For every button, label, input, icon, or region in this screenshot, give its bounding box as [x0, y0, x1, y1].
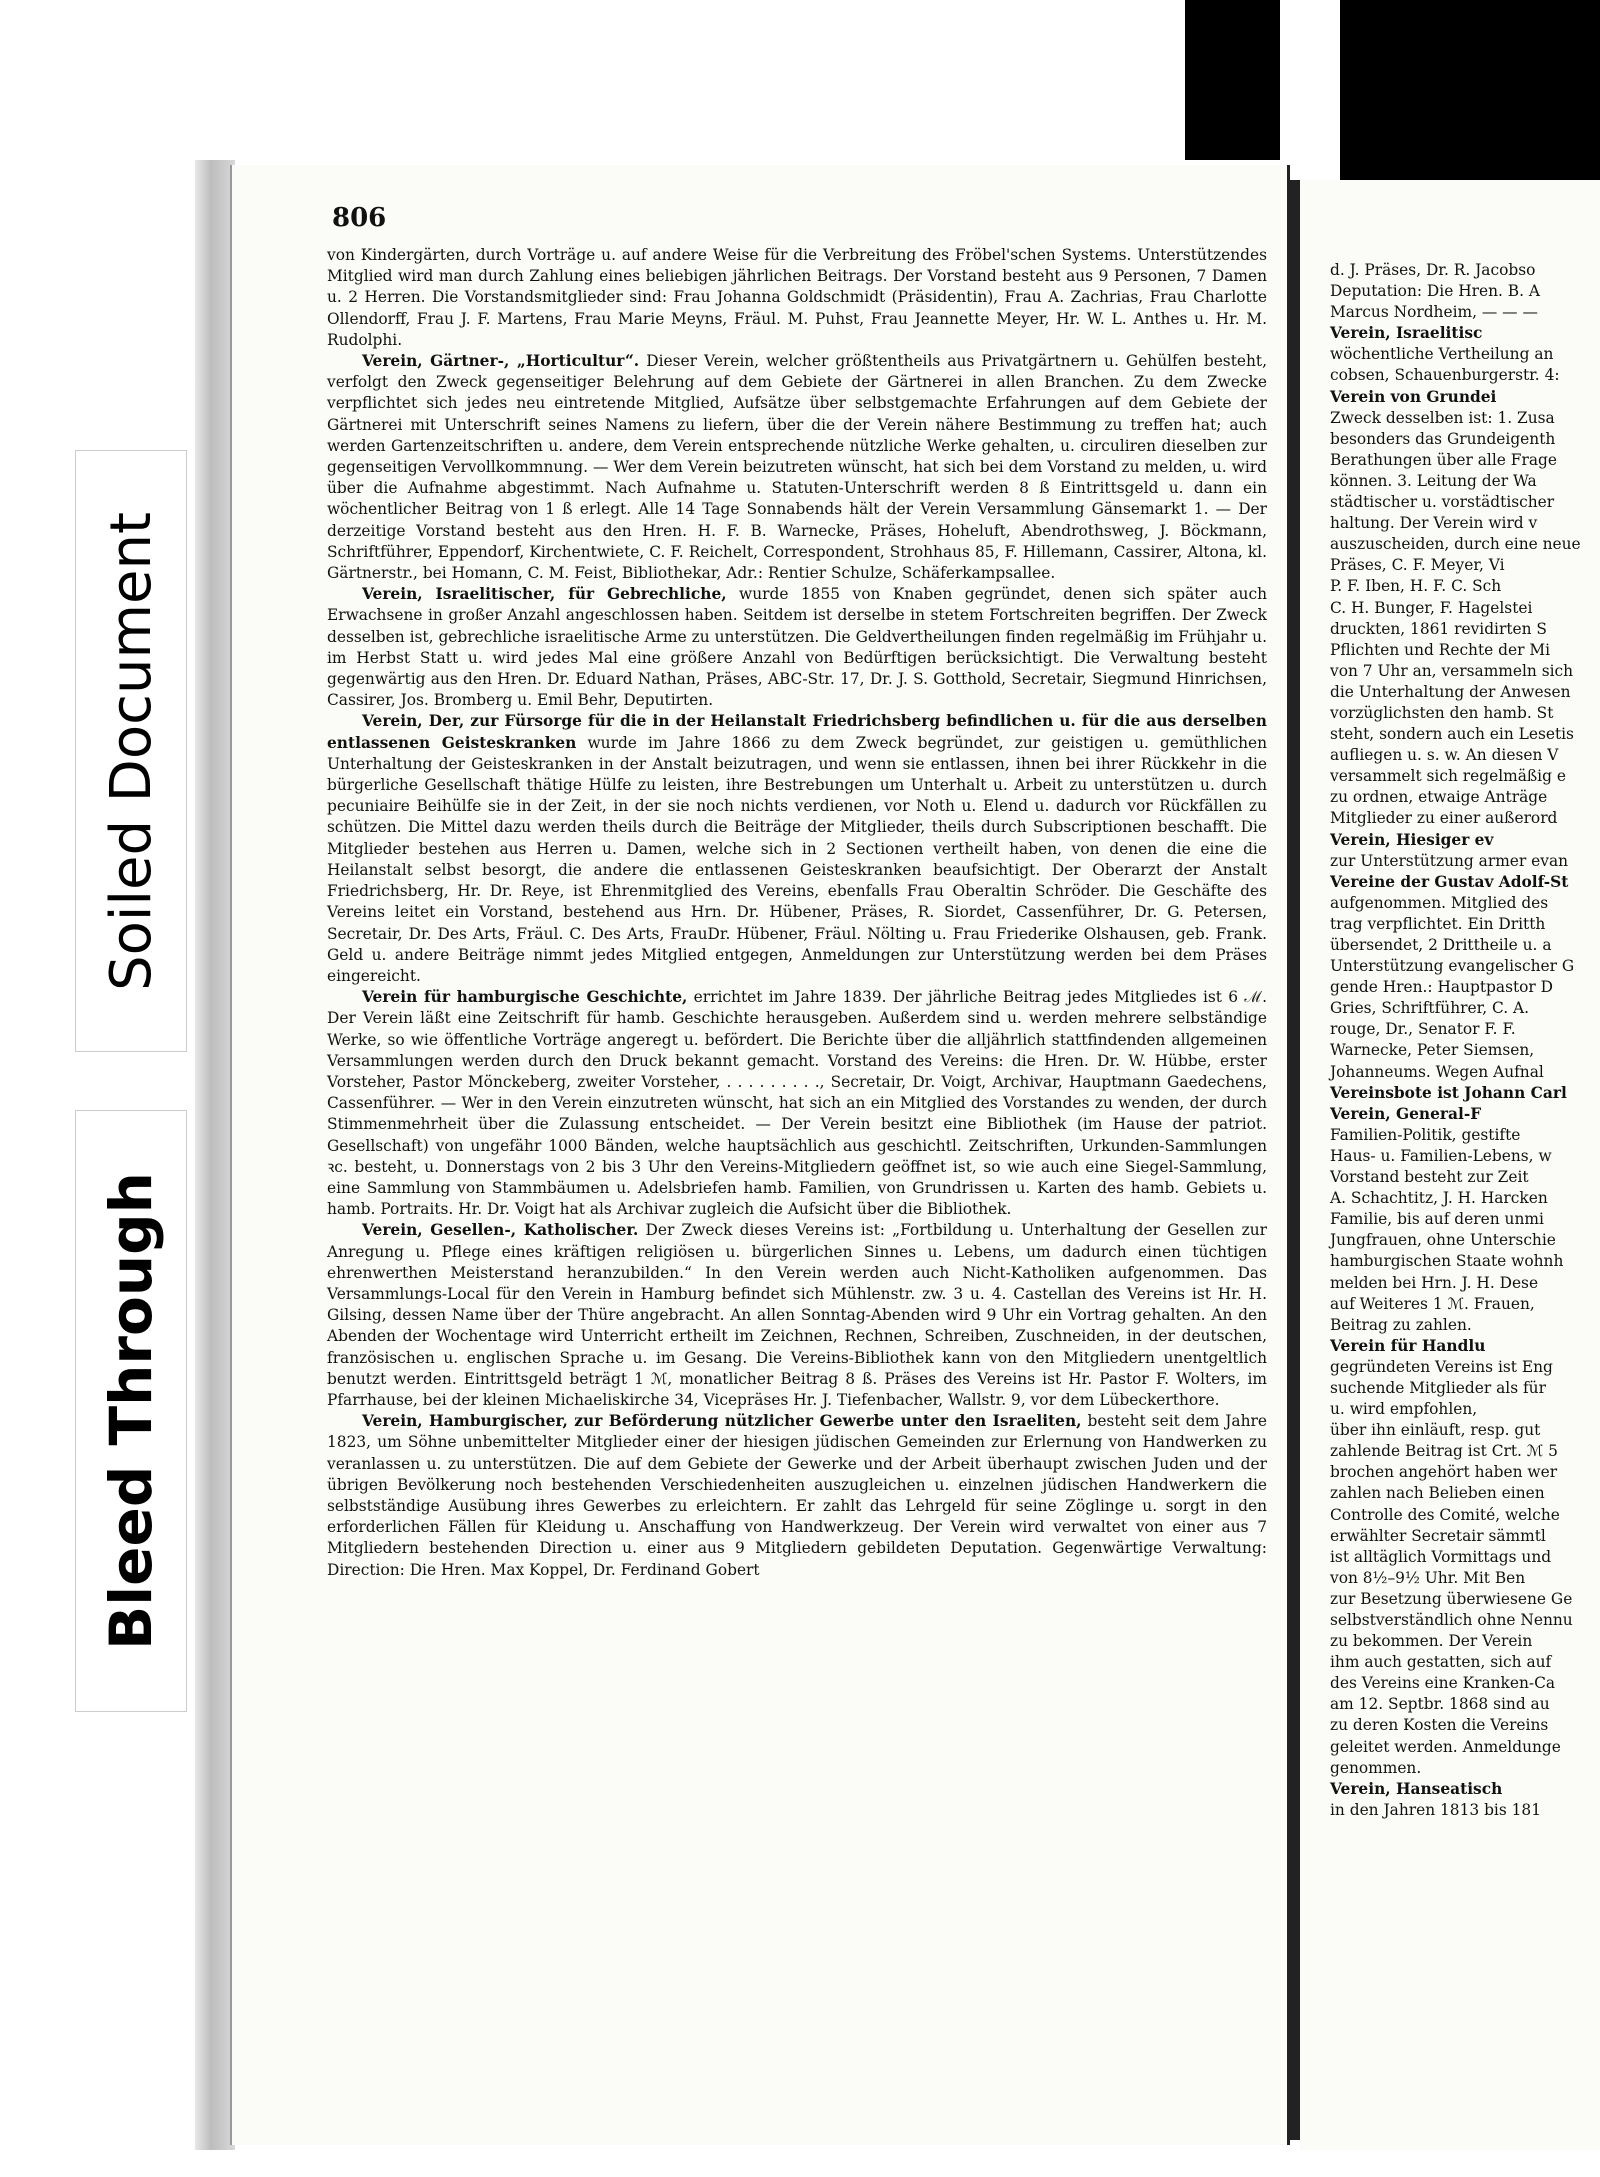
right-column-line: Vereinsbote ist Johann Carl: [1330, 1083, 1567, 1102]
right-column-line: des Vereins eine Kranken-Ca: [1330, 1674, 1556, 1693]
page-edge-shadow: [195, 160, 235, 2150]
right-column-line: ist alltäglich Vormittags und: [1330, 1547, 1552, 1566]
right-column-line: auszuscheiden, durch eine neue: [1330, 535, 1581, 554]
right-column-line: Verein, General-F: [1330, 1104, 1482, 1123]
black-margin-bar: [1185, 0, 1280, 160]
right-column-line: genommen.: [1330, 1758, 1422, 1777]
right-text-column: [1330, 260, 1600, 1821]
right-column-line: zahlen nach Belieben einen: [1330, 1484, 1545, 1503]
main-text-column: [327, 245, 1267, 1581]
right-column-line: P. F. Iben, H. F. C. Sch: [1330, 577, 1502, 596]
right-column-line: Controlle des Comité, welche: [1330, 1505, 1560, 1524]
right-column-line: Verein, Israelitisc: [1330, 324, 1483, 343]
right-column-line: hamburgischen Staate wohnh: [1330, 1252, 1564, 1271]
right-column-line: am 12. Septbr. 1868 sind au: [1330, 1695, 1550, 1714]
right-column-line: haltung. Der Verein wird v: [1330, 514, 1538, 533]
right-column-line: gegründeten Vereins ist Eng: [1330, 1357, 1553, 1376]
right-column-line: Verein, Hiesiger ev: [1330, 830, 1494, 849]
right-column-line: d. J. Präses, Dr. R. Jacobso: [1330, 261, 1536, 279]
right-column-line: selbstverständlich ohne Nennu: [1330, 1611, 1573, 1629]
right-column-line: Beitrag zu zahlen.: [1330, 1315, 1472, 1334]
right-column-line: Deputation: Die Hren. B. A: [1330, 282, 1540, 301]
entry-title: Verein, Gesellen-, Katholischer.: [362, 1221, 639, 1240]
left-page: [230, 165, 1290, 2145]
entry-title: Verein, Gärtner-, „Horticultur“.: [362, 352, 640, 371]
right-column-line: steht, sondern auch ein Lesetis: [1330, 725, 1574, 744]
page-number: 806: [332, 203, 387, 233]
entry-israelitischer-gebrechliche: Verein, Israelitischer, für Gebrechliche, wurde 1855 von Knaben gegründet, denen sich später auch Erwachsene in großer Anzahl angeschlossen haben. Seitdem ist derselbe in stetem Fortschreiten begriffen. Der Zweck desselben ist, gebrechliche israelitische Arme zu unterstützen. Die Geldvertheilungen finden regelmäßig im Frühjahr u. im Herbst Statt u. wird jedes Mal eine größere Anzahl von Bedürftigen berücksichtigt. Die Verwaltung besteht gegenwärtig aus den Hren. Dr. Eduard Nathan, Präses, ABC-Str. 17, Dr. J. S. Gotthold, Secretair, Siegmund Hinrichsen, Cassirer, Jos. Bromberg u. Emil Behr, Deputirten.: [327, 585, 1268, 710]
right-column-line: Unterstützung evangelischer G: [1330, 957, 1575, 976]
right-column-line: Marcus Nordheim, — — —: [1330, 303, 1538, 322]
right-column-line: Familie, bis auf deren unmi: [1330, 1210, 1544, 1229]
right-column-line: vorzüglichsten den hamb. St: [1330, 703, 1554, 722]
right-column-line: erwählter Secretair sämmtl: [1330, 1526, 1546, 1545]
right-column-line: C. H. Bunger, F. Hagelstei: [1330, 598, 1533, 617]
condition-labels: [55, 430, 205, 1730]
right-column-line: Verein für Handlu: [1330, 1336, 1486, 1355]
right-column-line: Mitglieder zu einer außerord: [1330, 809, 1558, 828]
right-column-line: Familien-Politik, gestifte: [1330, 1125, 1521, 1144]
right-column-line: cobsen, Schauenburgerstr. 4:: [1330, 366, 1560, 385]
right-column-line: Haus- u. Familien-Lebens, w: [1330, 1146, 1552, 1165]
right-page-partial: [1300, 180, 1600, 2150]
right-column-line: Vorstand besteht zur Zeit: [1330, 1168, 1529, 1187]
right-column-line: in den Jahren 1813 bis 181: [1330, 1800, 1542, 1819]
right-column-line: geleitet werden. Anmeldunge: [1330, 1737, 1561, 1756]
entry-title: Verein, Hamburgischer, zur Beförderung nützlicher Gewerbe unter den Israeliten,: [362, 1412, 1082, 1431]
entry-horticultur: Verein, Gärtner-, „Horticultur“. Dieser Verein, welcher größtentheils aus Privatgärtnern u. Gehülfen besteht, verfolgt den Zweck gegenseitiger Belehrung auf dem Gebiete der Gärtnerei in allen Branchen. Zu dem Zwecke verpflichtet sich jedes neu eintretende Mitglied, Aufsätze über selbstgemachte Erfahrungen auf dem Gebiete der Gärtnerei mit Unterschrift seines Namens zu liefern, über die der Verein nähere Bestimmung zu treffen hat; auch werden Gartenzeitschriften u. andere, dem Verein entsprechende nützliche Werke gehalten, u. circuliren dieselben zur gegenseitigen Vervollkommnung. — Wer dem Verein beizutreten wünscht, hat sich bei dem Vorstand zu melden, u. wird über die Aufnahme abgestimmt. Nach Aufnahme u. Statuten-Unterschrift werden 8 ß Eintrittsgeld u. dann ein wöchentlicher Beitrag von 1 ß erlegt. Alle 14 Tage Sonnabends hält der Verein Versammlung Gänsemarkt 1. — Der derzeitige Vorstand besteht aus den Hren. H. F. B. Warnecke, Präses, Hoheluft, Abendrothsweg, J. Böckmann, Schriftführer, Eppendorf, Kirchentwiete, C. F. Reichelt, Correspondent, Strohhaus 85, F. Hillemann, Cassirer, Altona, kl. Gärtnerstr., bei Homann, C. M. Feist, Bibliothekar, Adr.: Rentier Schulze, Schäferkampsallee.: [327, 352, 1267, 583]
right-column-line: aufgenommen. Mitglied des: [1330, 893, 1549, 912]
right-column-line: übersendet, 2 Drittheile u. a: [1330, 936, 1552, 954]
paragraph-intro: von Kindergärten, durch Vorträge u. auf andere Weise für die Verbreitung des Fröbel'schen Systems. Unterstützendes Mitglied wird man durch Zahlung eines beliebigen jährlichen Beitrags. Der Vorstand besteht aus 9 Personen, 7 Damen u. 2 Herren. Die Vorstandsmitglieder sind: Frau Johanna Goldschmidt (Präsidentin), Frau A. Zachrias, Frau Charlotte Ollendorff, Frau J. F. Martens, Frau Marie Meyns, Fräul. M. Puhst, Frau Jeannette Meyer, Hr. W. L. Anthes u. Hr. M. Rudolphi.: [327, 246, 1267, 349]
right-column-line: besonders das Grundeigenth: [1330, 429, 1556, 448]
right-column-line: melden bei Hrn. J. H. Dese: [1330, 1273, 1539, 1292]
entry-fuersorge-geisteskranke: Verein, Der, zur Fürsorge für die in der Heilanstalt Friedrichsberg befindlichen u. für die aus derselben entlassenen Geisteskranken wurde im Jahre 1866 zu dem Zweck begründet, zur geistigen u. gemüthlichen Unterhaltung der Geisteskranken in der Anstalt beizutragen, und wenn sie entlassen, ihnen bei ihrer Rückkehr in die bürgerliche Gesellschaft thätige Hülfe zu leisten, ihre Bestrebungen um Unterhalt u. Arbeit zu unterstützen u. durch pecuniaire Beihülfe sie in der Zeit, in der sie noch nichts verdienen, vor Noth u. Elend u. dadurch vor Rückfällen zu schützen. Die Mittel dazu werden theils durch die Beiträge der Mitglieder, theils durch Subscriptionen beschafft. Die Mitglieder bestehen aus Herren u. Damen, welche sich in 2 Sectionen vertheilt haben, von denen die eine die Heilanstalt selbst besorgt, die andere die entlassenen Geisteskranken beaufsichtigt. Der Oberarzt der Anstalt Friedrichsberg, Hr. Dr. Reye, ist Ehrenmitglied des Vereins, ebenfalls Frau Oberaltin Schröder. Die Geschäfte des Vereins leitet ein Vorstand, bestehend aus Hrn. Dr. Hübener, Präses, R. Siordet, Cassenführer, Dr. G. Petersen, Secretair, Dr. Des Arts, Fräul. C. Des Arts, FrauDr. Hübener, Fräul. Nölting u. Frau Friederike Olshausen, geb. Frank. Geld u. andere Beiträge nimmt jedes Mitglied entgegen, Anmeldungen zur Unterstützung werden bei dem Präses eingereicht.: [327, 712, 1268, 985]
right-column-line: die Unterhaltung der Anwesen: [1330, 682, 1571, 701]
right-column-line: suchende Mitglieder als für: [1330, 1378, 1546, 1397]
entry-title: Verein, Der, zur Fürsorge für die in der Heilanstalt Friedrichsberg befindlichen u. für die aus derselben entlassenen Geisteskranken: [327, 712, 1267, 752]
right-column-line: Zweck desselben ist: 1. Zusa: [1330, 408, 1555, 427]
right-column-line: A. Schachtitz, J. H. Harcken: [1330, 1189, 1548, 1208]
right-column-line: druckten, 1861 revidirten S: [1330, 619, 1547, 638]
right-column-line: zur Besetzung überwiesene Ge: [1330, 1589, 1573, 1608]
right-column-line: auf Weiteres 1 ℳ. Frauen,: [1330, 1294, 1535, 1313]
right-column-line: wöchentliche Vertheilung an: [1330, 345, 1554, 364]
right-column-line: rouge, Dr., Senator F. F.: [1330, 1020, 1516, 1039]
right-column-line: städtischer u. vorstädtischer: [1330, 493, 1555, 512]
right-column-line: Verein, Hanseatisch: [1330, 1779, 1503, 1798]
right-column-line: Vereine der Gustav Adolf-St: [1330, 872, 1569, 891]
right-column-line: zu ordnen, etwaige Anträge: [1330, 788, 1548, 807]
right-column-line: Jungfrauen, ohne Unterschie: [1330, 1231, 1556, 1250]
entry-gewerbe-israeliten: Verein, Hamburgischer, zur Beförderung nützlicher Gewerbe unter den Israeliten, besteht seit dem Jahre 1823, um Söhne unbemittelter Mitglieder einer der hiesigen jüdischen Gemeinden zur Erlernung von Handwerken zu veranlassen u. zu unterstützen. Die auf dem Gebiete der Gewerke und der Arbeit überhaupt zwischen Juden und der übrigen Bevölkerung noch bestehenden Verschiedenheiten auszugleichen u. einzelnen jüdischen Handwerkern die selbstständige Ausübung ihres Gewerbes zu erleichtern. Er zahlt das Lehrgeld für seine Zöglinge u. sorgt in den erforderlichen Fällen für Kleidung u. Anschaffung von Handwerkzeug. Der Verein wird verwaltet von einer aus 7 Mitgliedern bestehenden Direction u. einer aus 9 Mitgliedern gebildeten Deputation. Gegenwärtige Verwaltung: Direction: Die Hren. Max Koppel, Dr. Ferdinand Gobert: [327, 1412, 1267, 1579]
right-column-line: gende Hren.: Hauptpastor D: [1330, 978, 1554, 997]
right-column-line: Berathungen über alle Frage: [1330, 450, 1557, 469]
right-column-line: zahlende Beitrag ist Crt. ℳ 5: [1330, 1442, 1558, 1461]
book-gutter: [1288, 180, 1300, 2140]
right-column-line: Pflichten und Rechte der Mi: [1330, 640, 1551, 659]
right-column-line: zu bekommen. Der Verein: [1330, 1632, 1533, 1651]
right-column-line: Johanneums. Wegen Aufnal: [1330, 1062, 1544, 1081]
entry-title: Verein, Israelitischer, für Gebrechliche,: [362, 585, 727, 604]
right-column-line: von 8½–9½ Uhr. Mit Ben: [1330, 1568, 1526, 1587]
soiled-document-label: Soiled Document: [75, 450, 187, 1052]
right-column-line: Präses, C. F. Meyer, Vi: [1330, 556, 1505, 575]
right-column-line: brochen angehört haben wer: [1330, 1463, 1558, 1482]
bleed-through-label: Bleed Through: [75, 1110, 187, 1712]
right-column-line: versammelt sich regelmäßig e: [1330, 767, 1566, 786]
right-column-line: von 7 Uhr an, versammeln sich: [1330, 661, 1574, 680]
right-column-line: zur Unterstützung armer evan: [1330, 851, 1569, 870]
right-column-line: zu deren Kosten die Vereins: [1330, 1716, 1549, 1735]
right-column-line: über ihn einläuft, resp. gut: [1330, 1421, 1541, 1440]
right-column-line: trag verpflichtet. Ein Dritth: [1330, 914, 1546, 933]
right-column-line: können. 3. Leitung der Wa: [1330, 471, 1537, 490]
right-column-line: ihm auch gestatten, sich auf: [1330, 1653, 1552, 1672]
right-column-line: aufliegen u. s. w. An diesen V: [1330, 746, 1559, 765]
right-column-line: Warnecke, Peter Siemsen,: [1330, 1041, 1535, 1060]
entry-gesellen-katholischer: Verein, Gesellen-, Katholischer. Der Zweck dieses Vereins ist: „Fortbildung u. Unterhaltung der Gesellen zur Anregung u. Pflege eines kräftigen religiösen u. bürgerlichen Sinnes u. Lebens, um dadurch einen tüchtigen ehrenwerthen Meisterstand heranzubilden.“ In den Verein werden auch Nicht-Katholiken aufgenommen. Das Versammlungs-Local für den Verein in Hamburg befindet sich Mühlenstr. zw. 3 u. 4. Castellan des Vereins ist Hr. H. Gilsing, dessen Name über der Thüre angebracht. An allen Sonntag-Abenden wird 9 Uhr ein Vortrag gehalten. An den Abenden der Wochentage wird Unterricht ertheilt im Zeichnen, Rechnen, Schreiben, Zuschneiden, in der deutschen, französischen u. englischen Sprache u. im Gesang. Die Vereins-Bibliothek kann von den Mitgliedern unentgeltlich benutzt werden. Eintrittsgeld beträgt 1 ℳ, monatlicher Beitrag 8 ß. Präses des Vereins ist Hr. Pastor F. Wolters, im Pfarrhause, bei der kleinen Michaeliskirche 34, Vicepräses Hr. J. Tiefenbacher, Wallstr. 9, vor dem Lübeckerthore.: [327, 1221, 1267, 1409]
right-column-line: u. wird empfohlen,: [1330, 1400, 1478, 1419]
entry-hamburgische-geschichte: Verein für hamburgische Geschichte, errichtet im Jahre 1839. Der jährliche Beitrag jedes Mitgliedes ist 6 ℳ. Der Verein läßt eine Zeitschrift für hamb. Geschichte herausgeben. Außerdem sind u. werden mehrere selbständige Werke, so wie öffentliche Vorträge angeregt u. befördert. Die Berichte über die alljährlich stattfindenden allgemeinen Versammlungen werden durch den Druck bekannt gemacht. Vorstand des Vereins: die Hren. Dr. W. Hübbe, erster Vorsteher, Pastor Mönckeberg, zweiter Vorsteher, . . . . . . . . ., Secretair, Dr. Voigt, Archivar, Hauptmann Gaedechens, Cassenführer. — Wer in den Verein einzutreten wünscht, hat sich an ein Mitglied des Vorstandes zu wenden, der durch Stimmenmehrheit über die Zulassung entscheidet. — Der Verein besitzt eine Bibliothek (im Hause der patriot. Gesellschaft) von ungefähr 1000 Bänden, welche hauptsächlich aus geschichtl. Zeitschriften, Urkunden-Sammlungen ꝛc. besteht, u. Donnerstags von 2 bis 3 Uhr den Vereins-Mitgliedern geöffnet ist, so wie auch eine Siegel-Sammlung, eine Sammlung von Stammbäumen u. Adelsbriefen hamb. Familien, von Grundrissen u. Karten des hamb. Gebiets u. hamb. Portraits. Hr. Dr. Voigt hat als Archivar zugleich die Aufsicht über die Bibliothek.: [327, 988, 1267, 1219]
right-column-line: Verein von Grundei: [1330, 387, 1497, 406]
entry-title: Verein für hamburgische Geschichte,: [362, 988, 688, 1007]
right-column-line: Gries, Schriftführer, C. A.: [1330, 999, 1530, 1018]
